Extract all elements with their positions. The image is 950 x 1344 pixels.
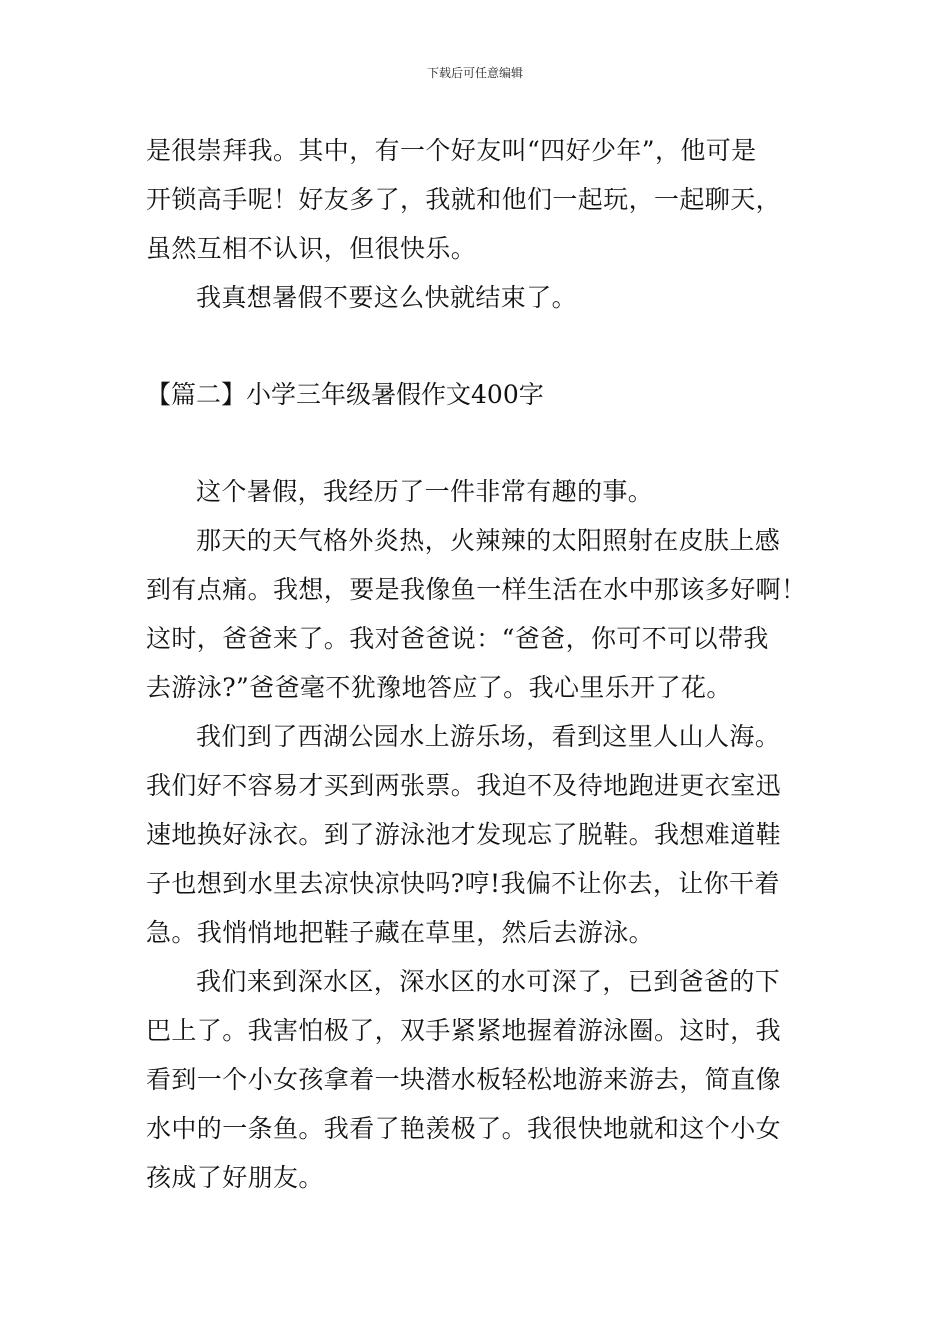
text-line: 速地换好泳衣。到了游泳池才发现忘了脱鞋。我想难道鞋 <box>146 820 782 849</box>
text-line: 急。我悄悄地把鞋子藏在草里，然后去游泳。 <box>146 918 655 947</box>
paragraph <box>146 126 811 273</box>
spacer <box>146 419 811 467</box>
text-line: 孩成了好朋友。 <box>146 1163 324 1192</box>
text-line: 到有点痛。我想，要是我像鱼一样生活在水中那该多好啊！ <box>146 575 807 604</box>
spacer <box>146 322 811 370</box>
text-line: 是很崇拜我。其中，有一个好友叫“四好少年”，他可是 <box>146 136 757 165</box>
text-line: 我们来到深水区，深水区的水可深了，已到爸爸的下 <box>196 967 781 996</box>
text-line: 这时，爸爸来了。我对爸爸说：“爸爸，你可不可以带我 <box>146 624 769 653</box>
text-line: 开锁高手呢！好友多了，我就和他们一起玩，一起聊天， <box>146 185 782 214</box>
text-line: 水中的一条鱼。我看了艳羡极了。我很快地就和这个小女 <box>146 1114 782 1143</box>
page-header: 下载后可任意编辑 <box>426 66 523 80</box>
text-line: 子也想到水里去凉快凉快吗?哼!我偏不让你去，让你干着 <box>146 869 780 898</box>
text-line: 这个暑假，我经历了一件非常有趣的事。 <box>196 477 654 506</box>
paragraph <box>146 273 811 322</box>
paragraph <box>146 516 811 712</box>
paragraph <box>146 712 811 957</box>
text-line: 巴上了。我害怕极了，双手紧紧地握着游泳圈。这时，我 <box>146 1016 782 1045</box>
text-line: 去游泳?”爸爸毫不犹豫地答应了。我心里乐开了花。 <box>146 673 732 702</box>
text-line: 看到一个小女孩拿着一块潜水板轻松地游来游去，简直像 <box>146 1065 782 1094</box>
document-body <box>146 126 811 1202</box>
paragraph <box>146 467 811 516</box>
text-line: 我们好不容易才买到两张票。我迫不及待地跑进更衣室迅 <box>146 771 782 800</box>
section-title: 【篇二】小学三年级暑假作文400字 <box>146 380 544 409</box>
text-line: 那天的天气格外炎热，火辣辣的太阳照射在皮肤上感 <box>196 526 781 555</box>
text-line: 虽然互相不认识，但很快乐。 <box>146 234 477 263</box>
text-line: 我们到了西湖公园水上游乐场，看到这里人山人海。 <box>196 722 781 751</box>
paragraph <box>146 957 811 1202</box>
text-line: 我真想暑假不要这么快就结束了。 <box>196 283 578 312</box>
